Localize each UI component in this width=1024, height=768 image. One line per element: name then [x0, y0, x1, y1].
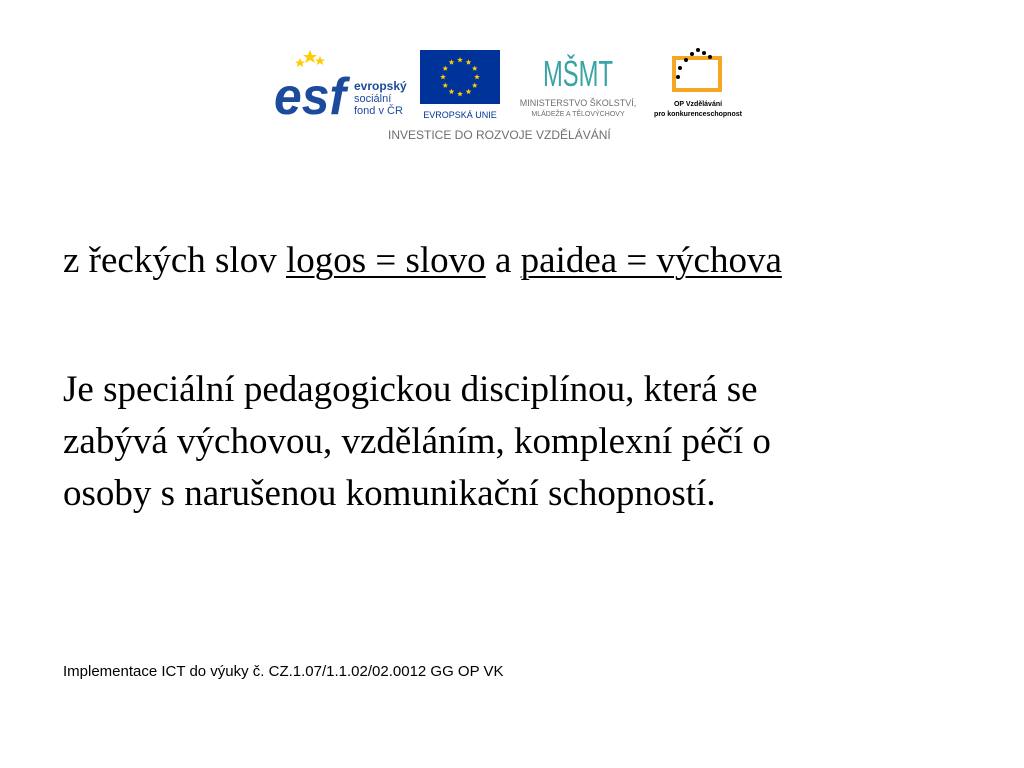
msmt-logo	[506, 44, 650, 122]
eu-flag-logo	[418, 50, 502, 122]
op-line-2: pro konkurenceschopnost	[654, 111, 742, 118]
op-vzdelavani-logo	[650, 44, 746, 122]
term-logos: logos = slovo	[285, 240, 486, 281]
esf-logo	[272, 44, 414, 120]
eu-label: EVROPSKÁ UNIE	[423, 110, 497, 120]
definition-paragraph	[63, 364, 963, 520]
paragraph-line-2: zabývá výchovou, vzděláním, komplexní péčí o	[63, 421, 771, 462]
esf-mark: esf	[274, 68, 351, 120]
esf-line-2: sociální	[354, 93, 392, 105]
connector-text: a	[485, 240, 521, 281]
esf-line-3: fond v ČR	[354, 105, 403, 117]
paragraph-line-3: osoby s narušenou komunikační schopností.	[63, 473, 716, 514]
paragraph-line-1: Je speciální pedagogickou disciplínou, která se	[63, 369, 758, 410]
op-frame-icon	[674, 48, 720, 90]
esf-line-1: evropský	[354, 79, 407, 93]
logo-strip	[0, 0, 1024, 160]
msmt-line-1: MINISTERSTVO ŠKOLSTVÍ,	[519, 98, 637, 108]
intro-prefix: z řeckých slov	[63, 240, 286, 281]
investment-banner: INVESTICE DO ROZVOJE VZDĚLÁVÁNÍ	[388, 128, 611, 142]
msmt-line-2: MLÁDEŽE A TĚLOVÝCHOVY	[531, 111, 625, 118]
footer-text: Implementace ICT do výuky č. CZ.1.07/1.1.02/02.0012 GG OP VK	[63, 663, 504, 680]
term-paidea: paidea = výchova	[520, 240, 782, 281]
msmt-mark: MŠMT	[543, 53, 614, 94]
op-line-1: OP Vzdělávání	[673, 101, 723, 108]
etymology-line	[63, 237, 782, 285]
esf-stars-icon	[295, 50, 325, 67]
